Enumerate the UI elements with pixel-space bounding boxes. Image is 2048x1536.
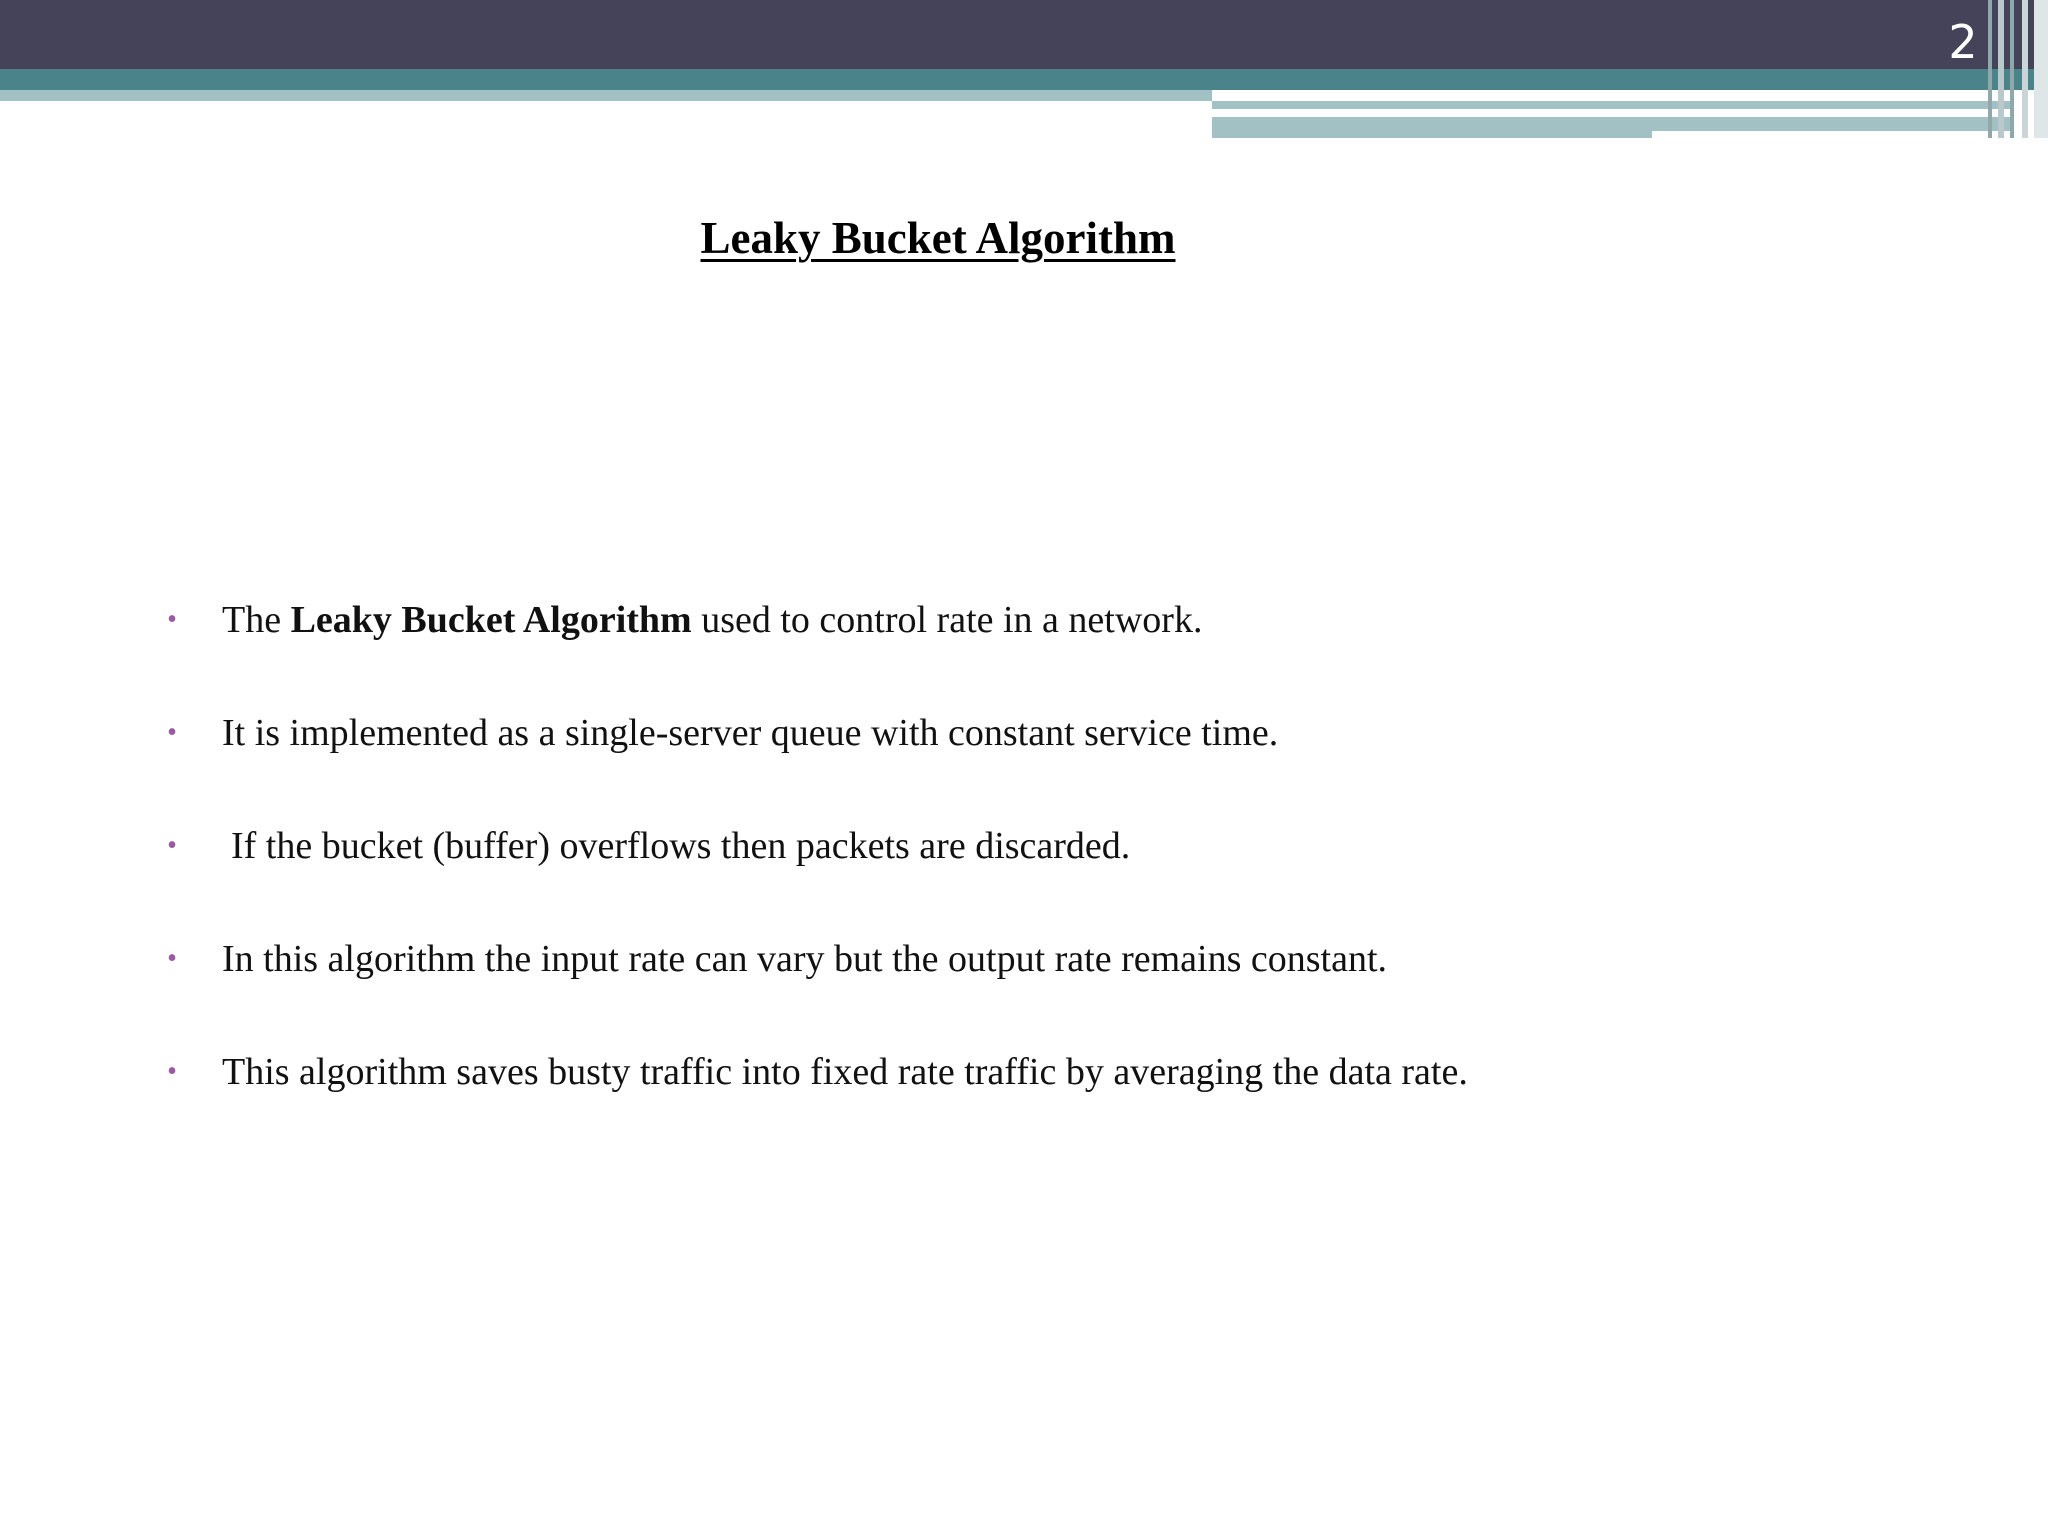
- bullet-dot-icon: •: [167, 604, 177, 635]
- header-vertical-stripe: [1988, 0, 1992, 138]
- bullet-text: It is implemented as a single-server queue with constant service time.: [222, 712, 1279, 754]
- header-teal-band: [0, 69, 2048, 90]
- header-vertical-stripe: [2010, 0, 2014, 138]
- bullet-item: [160, 590, 1960, 703]
- slide-number: 2: [1948, 15, 1978, 69]
- slide-title: Leaky Bucket Algorithm: [700, 213, 1176, 263]
- bullet-dot-icon: •: [167, 830, 177, 861]
- bullet-dot-icon: •: [167, 717, 177, 748]
- bullet-dot-icon: •: [167, 1056, 177, 1087]
- bullet-dot-icon: •: [167, 943, 177, 974]
- bullet-item: [160, 816, 1960, 929]
- bullet-item: [160, 703, 1960, 816]
- bullet-text: This algorithm saves busty traffic into fixed rate traffic by averaging the data rate.: [222, 1051, 1468, 1093]
- header-bar: [0, 0, 2048, 69]
- header-vertical-stripe: [2034, 0, 2048, 138]
- bullet-text-suffix: used to control rate in a network.: [691, 599, 1203, 641]
- header-vertical-stripe: [2022, 0, 2028, 138]
- header-white-strip: [1652, 131, 2012, 138]
- header-light-band-right: [1212, 101, 2012, 109]
- header-light-band-left: [0, 90, 1212, 101]
- bullet-item: [160, 929, 1960, 1042]
- bullet-list: [160, 590, 1960, 1155]
- bullet-text-bold: Leaky Bucket Algorithm: [290, 599, 692, 641]
- bullet-text: [222, 590, 1202, 650]
- bullet-text: In this algorithm the input rate can vary but the output rate remains constant.: [222, 938, 1388, 980]
- bullet-text-prefix: The: [222, 599, 291, 641]
- bullet-text: If the bucket (buffer) overflows then packets are discarded.: [231, 825, 1131, 867]
- header-vertical-stripe: [1998, 0, 2004, 138]
- bullet-text-wrapper: [222, 816, 1130, 876]
- bullet-item: [160, 1042, 1960, 1155]
